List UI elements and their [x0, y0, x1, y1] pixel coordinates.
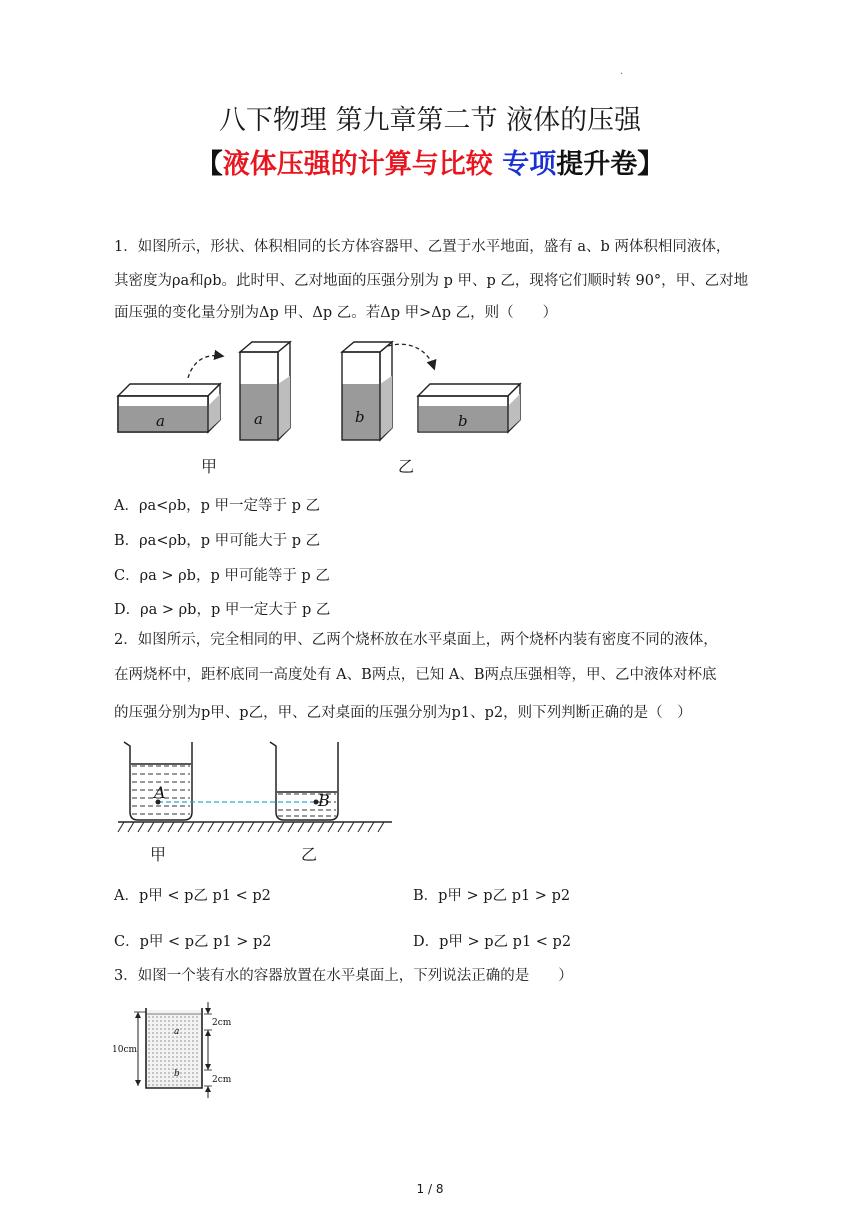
- q3-point-b: b: [174, 1069, 180, 1079]
- point-b-label: B: [318, 791, 330, 810]
- q3-top-gap: 2cm: [212, 1018, 232, 1028]
- q2-line1: 2．如图所示，完全相同的甲、乙两个烧杯放在水平桌面上，两个烧杯内装有密度不同的液体，: [114, 632, 718, 648]
- rotate-arrow-right: [388, 344, 434, 368]
- q1-caption-right: 乙: [398, 457, 415, 476]
- subtitle-black: 提升卷】: [556, 149, 665, 180]
- ground-hatch: [118, 822, 384, 832]
- q2-caption-left: 甲: [150, 845, 167, 864]
- q2-option-d: D．p甲 > p乙 p1 < p2: [413, 934, 572, 950]
- q2-line2: 在两烧杯中，距杯底同一高度处有 A、B两点，已知 A、B两点压强相等，甲、乙中液体对杯底: [114, 667, 717, 683]
- q3-point-a: a: [174, 1027, 180, 1037]
- corner-mark: .: [620, 66, 624, 77]
- q3-figure: [112, 1000, 242, 1110]
- q3-height-total: 10cm: [112, 1045, 138, 1055]
- q2-caption-right: 乙: [301, 845, 318, 864]
- box-a-horizontal: [118, 384, 220, 432]
- page-subtitle: [0, 142, 860, 181]
- q1-option-d: D．ρa > ρb，p 甲一定大于 p 乙: [114, 602, 331, 618]
- q1-option-a: A．ρa<ρb，p 甲一定等于 p 乙: [114, 498, 320, 514]
- box-b-vertical-label: b: [355, 408, 365, 426]
- point-a-label: A: [154, 783, 166, 802]
- q1-line3: 面压强的变化量分别为Δp 甲、Δp 乙。若Δp 甲>Δp 乙，则（ ）: [114, 305, 558, 321]
- q1-line2: 其密度为ρa和ρb。此时甲、乙对地面的压强分别为 p 甲、p 乙，现将它们顺时转 90°，甲、乙对地: [114, 273, 749, 289]
- box-b-horizontal-label: b: [458, 412, 468, 430]
- page-number: 1 / 8: [416, 1182, 444, 1196]
- q1-option-b: B．ρa<ρb，p 甲可能大于 p 乙: [114, 533, 321, 549]
- q2-line3: 的压强分别为p甲、p乙，甲、乙对桌面的压强分别为p1、p2，则下列判断正确的是（ ）: [114, 705, 692, 721]
- box-a-horizontal-label: a: [156, 412, 165, 430]
- box-a-vertical-label: a: [254, 410, 263, 428]
- q3-line1: 3．如图一个装有水的容器放置在水平桌面上，下列说法正确的是 ）: [114, 968, 573, 984]
- q1-figure: [112, 336, 532, 476]
- box-b-vertical: [342, 342, 392, 440]
- box-a-vertical: [240, 342, 290, 440]
- rotate-arrow-left: [188, 356, 222, 378]
- page-title: 八下物理 第九章第二节 液体的压强: [218, 105, 642, 136]
- box-b-horizontal: [418, 384, 520, 432]
- q2-option-c: C．p甲 < p乙 p1 > p2: [114, 934, 272, 950]
- q1-option-c: C．ρa > ρb，p 甲可能等于 p 乙: [114, 568, 330, 584]
- q1-caption-left: 甲: [201, 457, 218, 476]
- beaker-left: [124, 742, 192, 820]
- q2-option-b: B．p甲 > p乙 p1 > p2: [413, 888, 571, 904]
- subtitle-red: 液体压强的计算与比较: [222, 149, 493, 180]
- q2-option-a: A．p甲 < p乙 p1 < p2: [114, 888, 271, 904]
- subtitle-bracket-open: 【: [195, 149, 223, 180]
- q1-line1: 1．如图所示，形状、体积相同的长方体容器甲、乙置于水平地面，盛有 a、b 两体积相同液体，: [114, 239, 731, 255]
- q3-bottom-gap: 2cm: [212, 1075, 232, 1085]
- subtitle-blue: 专项: [502, 149, 557, 180]
